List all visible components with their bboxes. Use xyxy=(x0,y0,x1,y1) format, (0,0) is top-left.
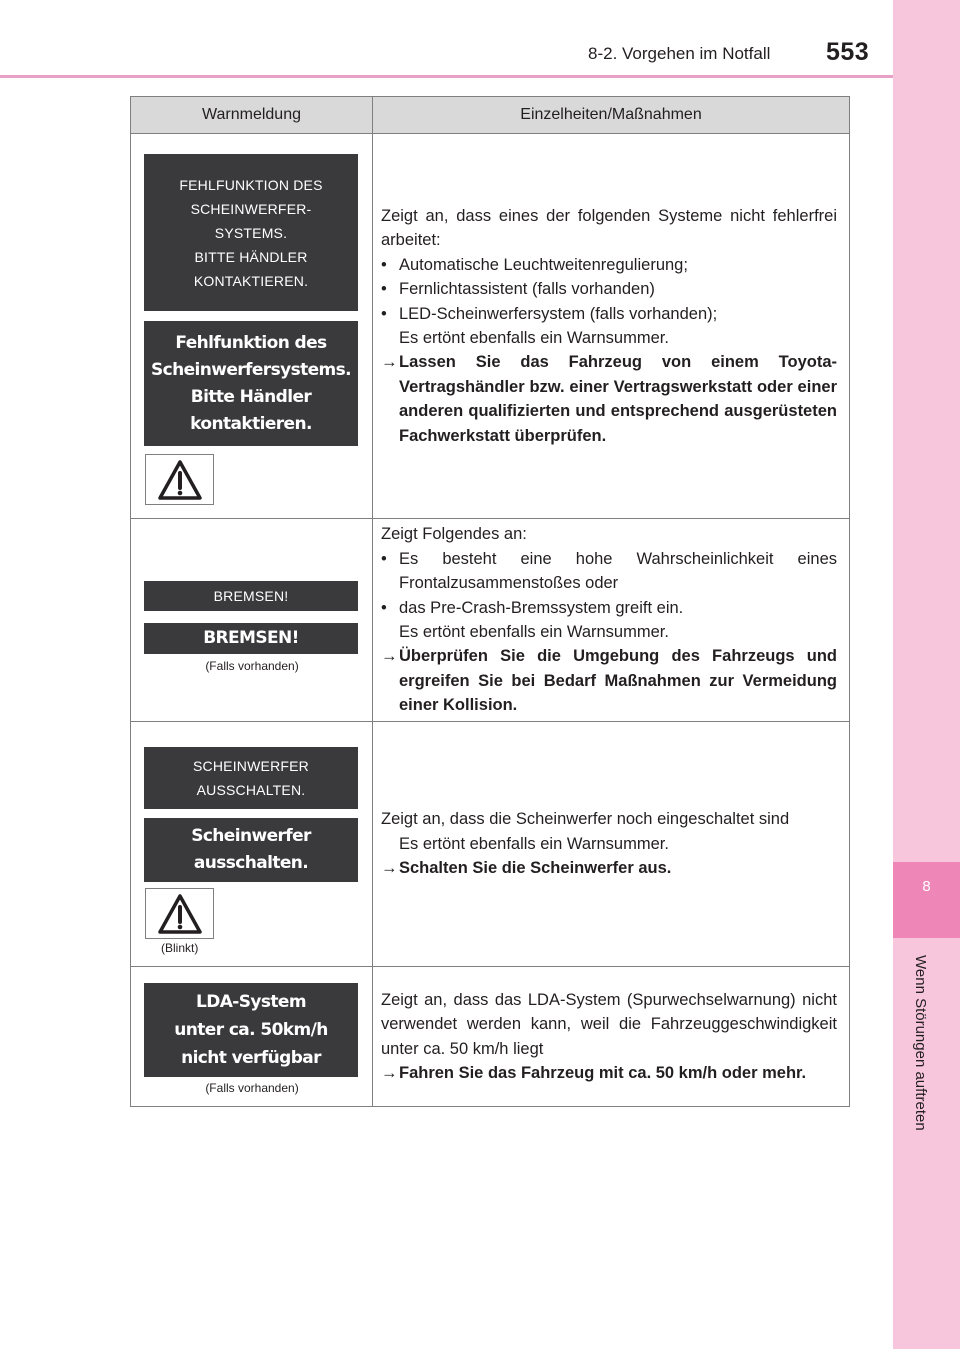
chapter-title: Wenn Störungen auftreten xyxy=(912,955,929,1131)
message-display-screen xyxy=(144,983,358,1077)
message-line: AUSSCHALTEN. xyxy=(196,782,306,798)
table-row xyxy=(131,967,849,1106)
details-intro: Zeigt an, dass das LDA-System (Spurwechselwarnung) nicht verwendet werden kann, weil die Fahrzeuggeschwindigkeit unter ca. 50 km/h liegt xyxy=(381,990,837,1058)
warning-triangle-icon xyxy=(145,888,214,939)
table-row xyxy=(131,519,849,722)
message-display-screen xyxy=(144,623,358,654)
arrow-icon: → xyxy=(381,353,398,372)
bullet-mark: • xyxy=(381,255,387,274)
message-cell xyxy=(131,519,373,721)
action-text: Überprüfen Sie die Umgebung des Fahrzeugs und ergreifen Sie bei Bedarf Maßnahmen zur Vermeidung einer Kollision. xyxy=(399,647,837,715)
message-line: BREMSEN! xyxy=(213,588,289,604)
message-display-screen xyxy=(144,321,358,446)
section-title: 8-2. Vorgehen im Notfall xyxy=(588,44,771,63)
list-item-text: LED-Scheinwerfersystem (falls vorhanden); xyxy=(399,304,718,323)
list-item xyxy=(381,277,837,301)
message-display-plain xyxy=(144,154,358,311)
message-line: ausschalten. xyxy=(193,853,309,873)
message-line: LDA-System xyxy=(196,992,306,1012)
header-rule xyxy=(0,75,893,78)
bullet-mark: • xyxy=(381,304,387,323)
message-line: SCHEINWERFER- xyxy=(190,200,312,217)
details-cell xyxy=(373,967,849,1106)
buzzer-note: Es ertönt ebenfalls ein Warnsummer. xyxy=(399,834,669,853)
message-line: BREMSEN! xyxy=(203,628,299,648)
details-cell xyxy=(373,134,849,518)
action-instruction xyxy=(381,1061,837,1085)
table-header-row xyxy=(131,97,849,134)
bullet-mark: • xyxy=(381,280,387,299)
message-line: kontaktieren. xyxy=(190,413,312,434)
availability-caption: (Falls vorhanden) xyxy=(205,659,299,673)
list-item xyxy=(381,547,837,596)
chapter-number: 8 xyxy=(922,878,931,895)
buzzer-note: Es ertönt ebenfalls ein Warnsummer. xyxy=(399,623,669,641)
bullet-mark: • xyxy=(381,549,387,568)
action-instruction xyxy=(381,350,837,448)
message-cell xyxy=(131,134,373,518)
message-display-screen xyxy=(144,818,358,882)
message-line: KONTAKTIEREN. xyxy=(193,272,309,289)
blink-caption: (Blinkt) xyxy=(161,941,199,955)
message-cell xyxy=(131,722,373,966)
message-line: Bitte Händler xyxy=(190,386,312,407)
arrow-icon: → xyxy=(381,647,398,666)
message-display-plain xyxy=(144,747,358,809)
warning-triangle-icon xyxy=(145,454,214,505)
message-line: unter ca. 50km/h xyxy=(174,1020,328,1040)
action-text: Schalten Sie die Scheinwerfer aus. xyxy=(399,859,672,878)
buzzer-note: Es ertönt ebenfalls ein Warnsummer. xyxy=(399,329,669,347)
list-item xyxy=(381,302,837,326)
table-row xyxy=(131,134,849,519)
list-item-text: Automatische Leuchtweitenregulierung; xyxy=(399,255,688,274)
chapter-tab-box xyxy=(893,862,960,938)
message-line: FEHLFUNKTION DES xyxy=(179,176,323,193)
message-line: Scheinwerfersystems. xyxy=(150,359,352,380)
table-row xyxy=(131,722,849,967)
availability-caption: (Falls vorhanden) xyxy=(205,1081,299,1095)
message-line: SCHEINWERFER xyxy=(193,758,309,774)
message-line: Fehlfunktion des xyxy=(175,332,327,353)
message-line: SYSTEMS. xyxy=(214,224,288,241)
list-item-text: das Pre-Crash-Bremssystem greift ein. xyxy=(399,598,684,617)
list-item-text: Es besteht eine hohe Wahrscheinlichkeit eines Frontalzusammenstoßes oder xyxy=(399,549,837,593)
page-number: 553 xyxy=(826,38,870,66)
details-intro: Zeigt Folgendes an: xyxy=(381,525,527,544)
action-text: Lassen Sie das Fahrzeug von einem Toyota-Vertragshändler bzw. einer Vertragswerkstatt oder einer anderen qualifizierten und entsprechend ausgerüsteten Fachwerkstatt überprüfen. xyxy=(399,353,837,445)
column-header-details: Einzelheiten/Maßnahmen xyxy=(520,106,702,123)
message-line: Scheinwerfer xyxy=(191,826,311,846)
column-header-message: Warnmeldung xyxy=(131,97,373,133)
list-item-text: Fernlichtassistent (falls vorhanden) xyxy=(399,280,655,299)
warning-message-table xyxy=(130,96,850,1107)
details-cell xyxy=(373,722,849,966)
action-instruction xyxy=(381,856,837,880)
message-display-plain xyxy=(144,581,358,611)
message-cell xyxy=(131,967,373,1106)
details-cell xyxy=(373,519,849,721)
action-instruction xyxy=(381,644,837,717)
list-item xyxy=(381,596,837,620)
message-line: nicht verfügbar xyxy=(181,1048,321,1068)
arrow-icon: → xyxy=(381,859,398,878)
message-line: BITTE HÄNDLER xyxy=(194,248,308,265)
arrow-icon: → xyxy=(381,1063,398,1082)
bullet-mark: • xyxy=(381,598,387,617)
action-text: Fahren Sie das Fahrzeug mit ca. 50 km/h oder mehr. xyxy=(399,1063,807,1082)
list-item xyxy=(381,253,837,277)
details-intro: Zeigt an, dass eines der folgenden Systeme nicht fehlerfrei arbeitet: xyxy=(381,206,837,250)
details-intro: Zeigt an, dass die Scheinwerfer noch eingeschaltet sind xyxy=(381,810,790,829)
